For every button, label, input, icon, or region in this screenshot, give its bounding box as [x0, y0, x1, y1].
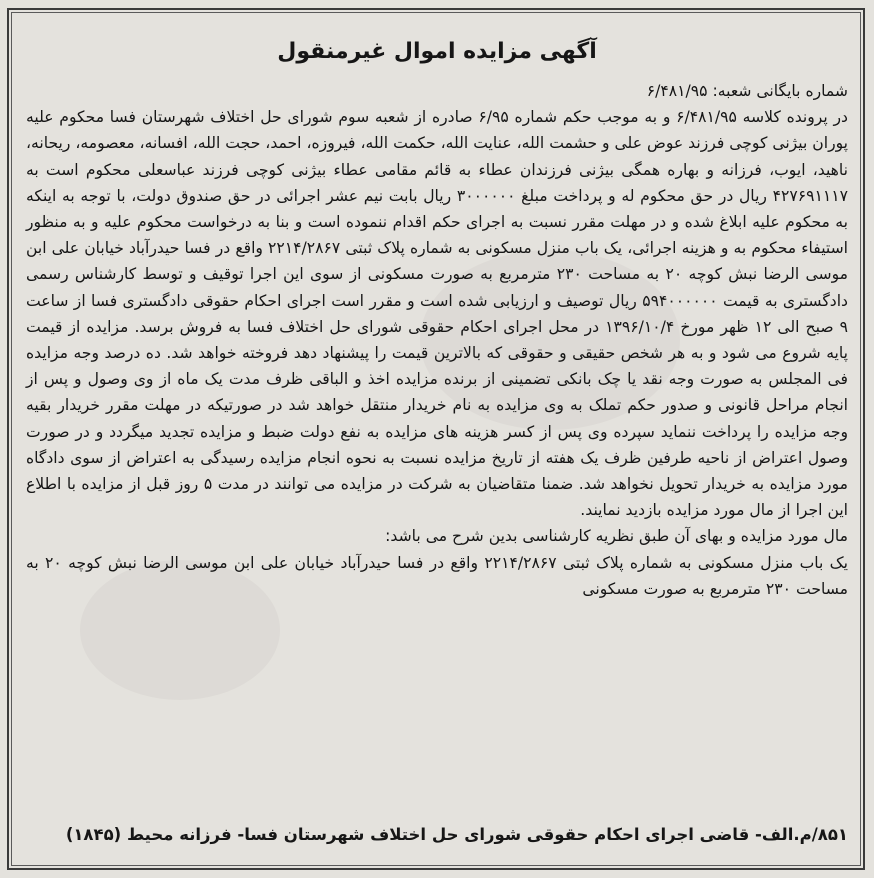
main-paragraph: در پرونده کلاسه ۶/۴۸۱/۹۵ و به موجب حکم شماره ۶/۹۵ صادره از شعبه سوم شورای حل اختلاف شهرستان فسا محکوم علیه پوران بیژنی کوچی فرزند عوض علی و حشمت الله، عنایت الله، حکمت الله، فیروزه، احمد، حجت الله، افسانه، معصومه، ریحانه، ناهید، ایوب، فرزانه و بهاره همگی بیژنی فرزندان عطاء به قائم مقامی عطاء بیژنی کوچی فرزند عباسعلی محکوم است به ۴۲۷۶۹۱۱۱۷ ریال در حق محکوم له و پرداخت مبلغ ۳۰۰۰۰۰۰ ریال بابت نیم عشر اجرائی در حق صندوق دولت، با توجه به اینکه به محکوم علیه ابلاغ شده و در مهلت مقرر نسبت به اجرای حکم اقدام ننموده است و بنا به درخواست محکوم علیه و به منظور استیفاء محکوم به و هزینه اجرائی، یک باب منزل مسکونی به شماره پلاک ثبتی ۲۲۱۴/۲۸۶۷ واقع در فسا حیدرآباد خیابان علی ابن موسی الرضا نبش کوچه ۲۰ به مساحت ۲۳۰ مترمربع به صورت مسکونی از سوی این اجرا توقیف و توسط کارشناس رسمی دادگستری به قیمت ۵۹۴۰۰۰۰۰۰ ریال توصیف و ارزیابی شده است و مقرر است اجرای احکام حقوقی دادگستری فسا از ساعت ۹ صبح الی ۱۲ ظهر مورخ ۱۳۹۶/۱۰/۴ در محل اجرای احکام حقوقی شورای حل اختلاف فسا به فروش برسد. مزایده از قیمت پایه شروع می شود و به هر شخص حقیقی و حقوقی که بالاترین قیمت را پیشنهاد دهد فروخته خواهد شد. ده درصد وجه مزایده فی المجلس به صورت وجه نقد یا چک بانکی تضمینی از برنده مزایده اخذ و الباقی ظرف مدت یک ماه از وی وصول و پس از انجام مراحل قانونی و صدور حکم تملک به وی مزایده به نام خریدار منتقل خواهد شد در صورتیکه در مهلت مقرر خریدار بقیه وجه مزایده را پرداخت ننماید سپرده وی پس از کسر هزینه های مزایده به نفع دولت ضبط و مزایده تجدید میگردد و در صورت وصول اعتراض از ناحیه طرفین ظرف یک هفته از تاریخ مزایده نسبت به نحوه انجام مزایده رسیدگی به اعتراض از سوی دادگاه مورد مزایده به خریدار تحویل نخواهد شد. ضمنا متقاضیان به شرکت در مزایده می توانند در مدت ۵ روز قبل از مزایده با اطلاع این اجرا از مال مورد مزایده بازدید نمایند.: [26, 108, 848, 520]
property-description: یک باب منزل مسکونی به شماره پلاک ثبتی ۲۲۱۴/۲۸۶۷ واقع در فسا حیدرآباد خیابان علی ابن موسی الرضا نبش کوچه ۲۰ به مساحت ۲۳۰ مترمربع به صورت مسکونی: [26, 553, 848, 598]
notice-footer: ۸۵۱/م.الف- قاضی اجرای احکام حقوقی شورای حل اختلاف شهرستان فسا- فرزانه محیط (۱۸۴۵): [65, 825, 848, 844]
archive-number: شماره بایگانی شعبه: ۶/۴۸۱/۹۵: [646, 82, 848, 100]
notice-body: [26, 78, 848, 602]
property-section-title: مال مورد مزایده و بهای آن طبق نظریه کارشناسی بدین شرح می باشد:: [385, 527, 848, 546]
notice-title: آگهی مزایده اموال غیرمنقول: [277, 39, 597, 64]
